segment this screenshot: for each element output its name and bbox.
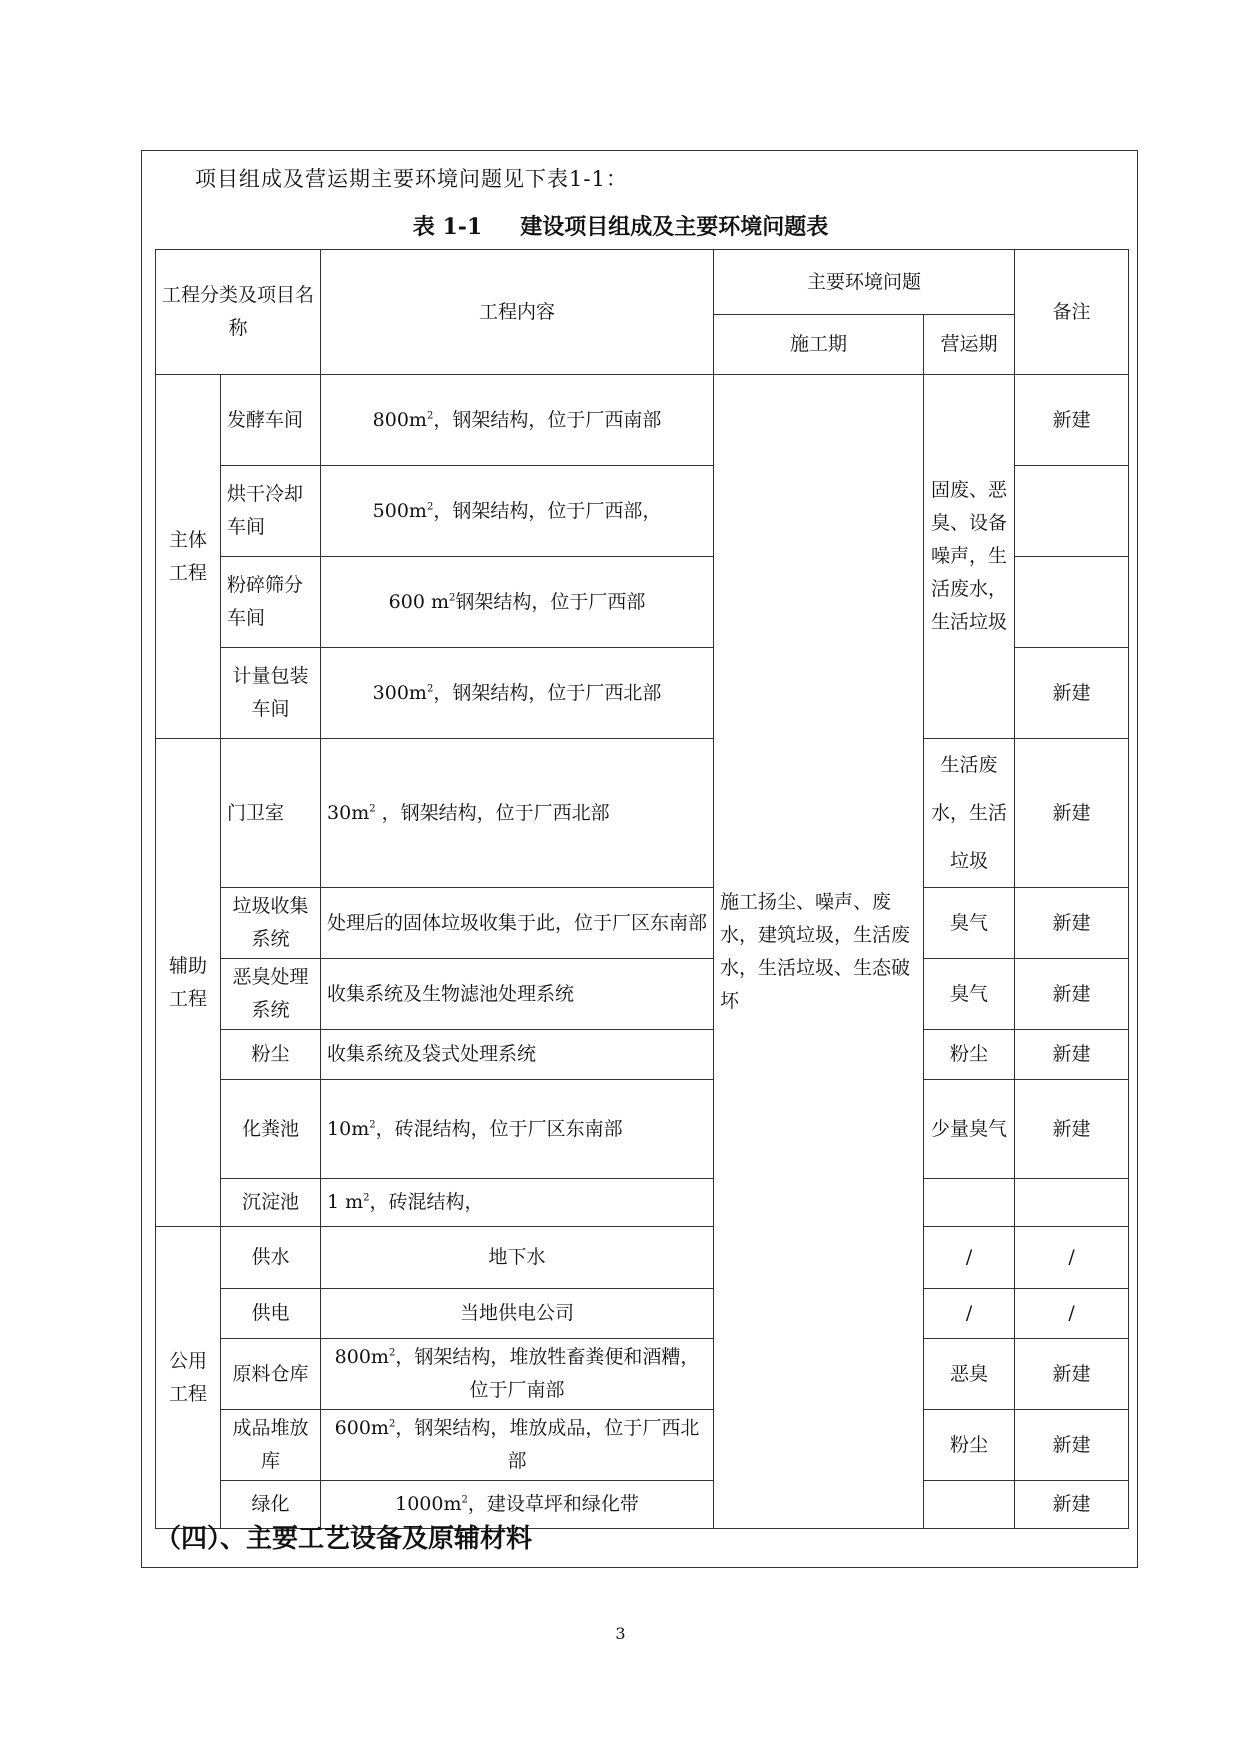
- header-content: 工程内容: [321, 250, 714, 375]
- row-remark: [1015, 1179, 1129, 1227]
- row-operation: 恶臭: [924, 1339, 1015, 1410]
- row-operation: 生活废水，生活垃圾: [924, 739, 1015, 888]
- row-name: 粉尘: [221, 1030, 321, 1080]
- row-remark: 新建: [1015, 1481, 1129, 1529]
- row-content: 1 $m^2$，砖混结构，: [321, 1179, 714, 1227]
- row-name: 垃圾收集系统: [221, 888, 321, 959]
- row-content: $500m^2$，钢架结构，位于厂西部，: [321, 466, 714, 557]
- row-operation: 臭气: [924, 959, 1015, 1030]
- group-main: 主体工程: [156, 375, 221, 739]
- row-remark: 新建: [1015, 1339, 1129, 1410]
- row-name: 绿化: [221, 1481, 321, 1529]
- row-content: $300m^2$，钢架结构，位于厂西北部: [321, 648, 714, 739]
- intro-text: 项目组成及营运期主要环境问题见下表1-1：: [195, 167, 628, 191]
- header-category: 工程分类及项目名称: [156, 250, 321, 375]
- row-content: 处理后的固体垃圾收集于此，位于厂区东南部: [321, 888, 714, 959]
- table-title: 建设项目组成及主要环境问题表: [520, 214, 829, 240]
- row-content: $800m^2$，钢架结构，堆放牲畜粪便和酒糟，位于厂南部: [321, 1339, 714, 1410]
- row-name: 烘干冷却车间: [221, 466, 321, 557]
- row-name: 原料仓库: [221, 1339, 321, 1410]
- row-remark: /: [1015, 1227, 1129, 1289]
- row-content: $10m^2$，砖混结构，位于厂区东南部: [321, 1080, 714, 1179]
- row-name: 恶臭处理系统: [221, 959, 321, 1030]
- row-remark: [1015, 557, 1129, 648]
- row-operation: 少量臭气: [924, 1080, 1015, 1179]
- row-content: $1000m^2$，建设草坪和绿化带: [321, 1481, 714, 1529]
- row-content: 收集系统及生物滤池处理系统: [321, 959, 714, 1030]
- row-name: 粉碎筛分车间: [221, 557, 321, 648]
- group-public: 公用工程: [156, 1227, 221, 1529]
- row-name: 门卫室: [221, 739, 321, 888]
- row-content: $800m^2$，钢架结构，位于厂西南部: [321, 375, 714, 466]
- project-composition-table: [155, 249, 1129, 1529]
- construction-issue: 施工扬尘、噪声、废水，建筑垃圾，生活废水，生活垃圾、生态破坏: [714, 375, 924, 1529]
- row-name: 供水: [221, 1227, 321, 1289]
- row-remark: 新建: [1015, 739, 1129, 888]
- row-content: $30m^2$ ，钢架结构，位于厂西北部: [321, 739, 714, 888]
- row-operation: 臭气: [924, 888, 1015, 959]
- main-operation-issue: 固废、恶臭、设备噪声，生活废水，生活垃圾: [924, 375, 1015, 739]
- row-name: 沉淀池: [221, 1179, 321, 1227]
- row-remark: /: [1015, 1289, 1129, 1339]
- row-content: 地下水: [321, 1227, 714, 1289]
- row-operation: /: [924, 1289, 1015, 1339]
- page-number: 3: [615, 1624, 626, 1643]
- row-operation: [924, 1481, 1015, 1529]
- row-name: 化粪池: [221, 1080, 321, 1179]
- row-content: 当地供电公司: [321, 1289, 714, 1339]
- group-aux: 辅助工程: [156, 739, 221, 1227]
- row-remark: 新建: [1015, 1030, 1129, 1080]
- row-operation: [924, 1179, 1015, 1227]
- header-operation: 营运期: [924, 315, 1015, 375]
- row-name: 计量包装车间: [221, 648, 321, 739]
- row-remark: 新建: [1015, 1080, 1129, 1179]
- row-name: 成品堆放库: [221, 1410, 321, 1481]
- section-heading: （四）、主要工艺设备及原辅材料: [155, 1524, 533, 1554]
- header-construction: 施工期: [714, 315, 924, 375]
- row-content: 收集系统及袋式处理系统: [321, 1030, 714, 1080]
- header-env-issue: 主要环境问题: [714, 250, 1015, 315]
- row-content: 600 $m^2$钢架结构，位于厂西部: [321, 557, 714, 648]
- row-content: $600m^2$，钢架结构，堆放成品，位于厂西北部: [321, 1410, 714, 1481]
- row-remark: 新建: [1015, 959, 1129, 1030]
- row-name: 供电: [221, 1289, 321, 1339]
- row-operation: /: [924, 1227, 1015, 1289]
- table-number: 表 1-1: [412, 214, 483, 240]
- row-operation: 粉尘: [924, 1030, 1015, 1080]
- row-remark: 新建: [1015, 1410, 1129, 1481]
- row-name: 发酵车间: [221, 375, 321, 466]
- row-operation: 粉尘: [924, 1410, 1015, 1481]
- row-remark: [1015, 466, 1129, 557]
- row-remark: 新建: [1015, 375, 1129, 466]
- header-remark: 备注: [1015, 250, 1129, 375]
- row-remark: 新建: [1015, 648, 1129, 739]
- table-caption: [0, 210, 1241, 241]
- row-remark: 新建: [1015, 888, 1129, 959]
